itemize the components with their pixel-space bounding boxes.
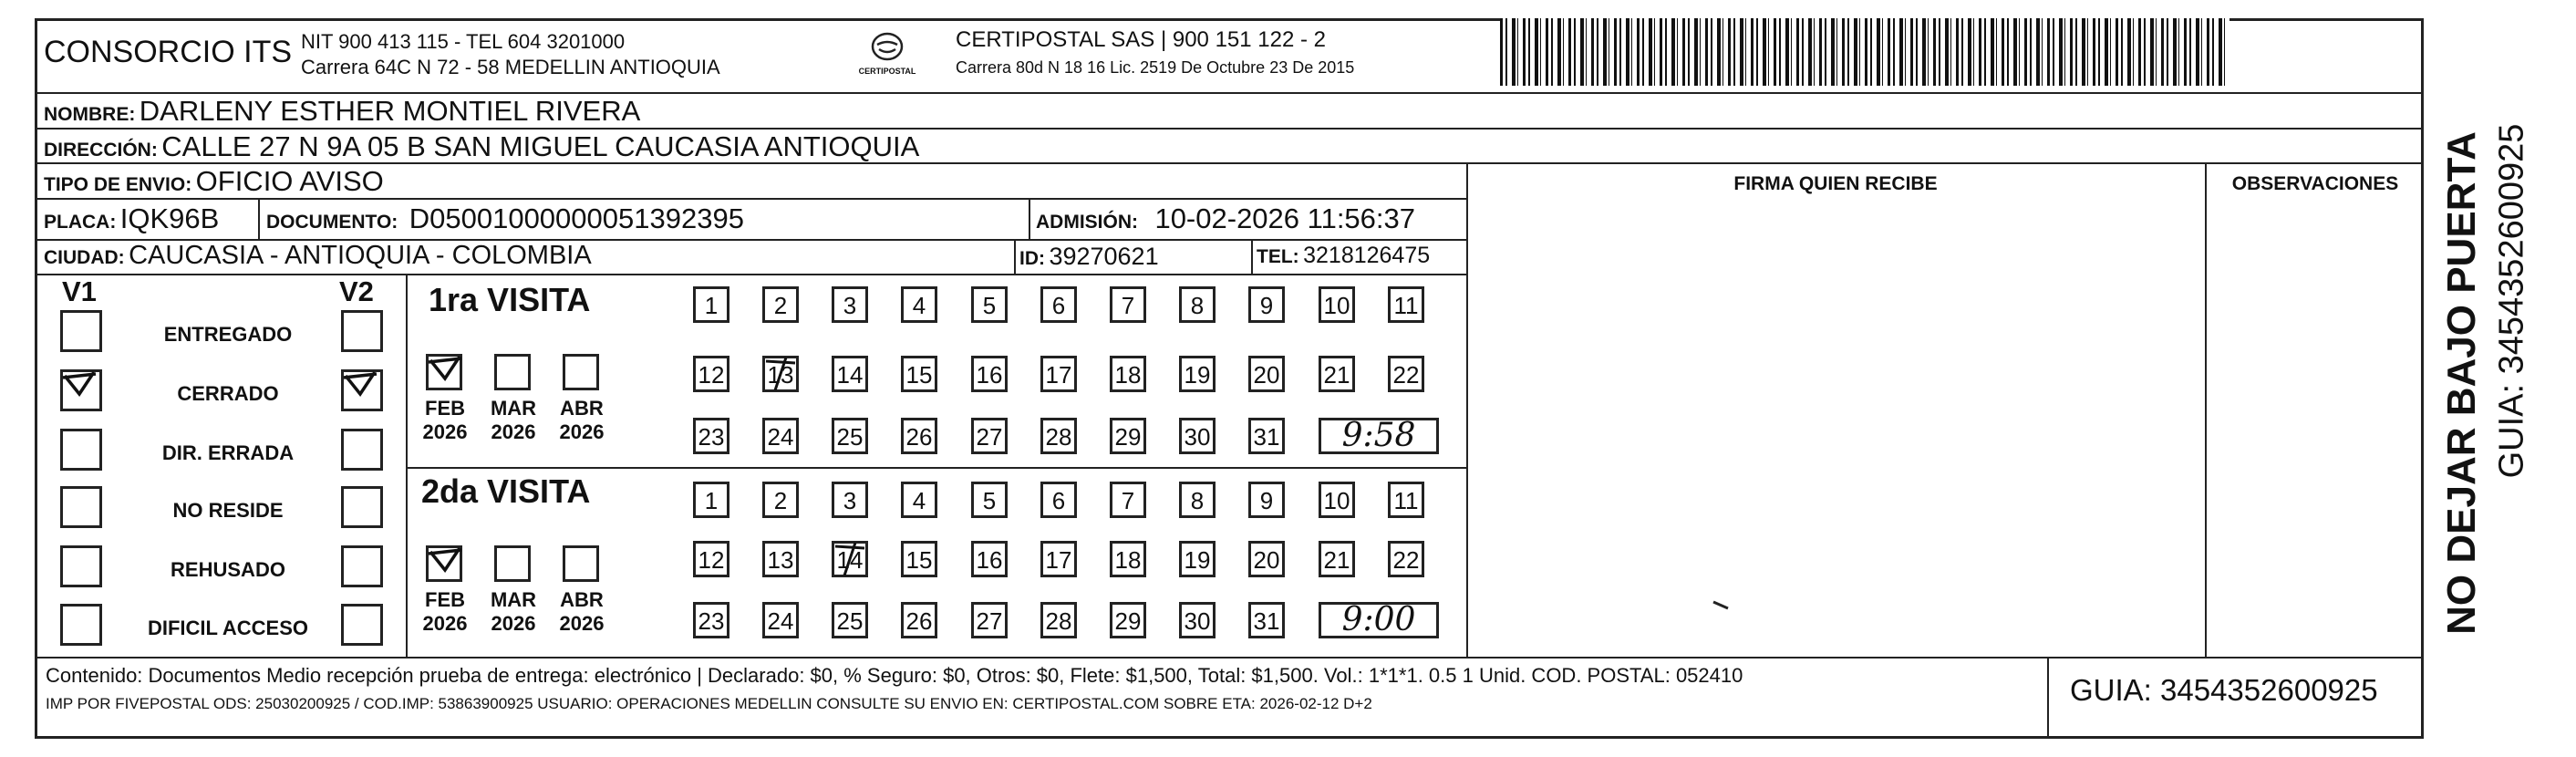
divider bbox=[1251, 239, 1253, 274]
no-dejar-bajo-puerta: NO DEJAR BAJO PUERTA bbox=[2439, 131, 2484, 635]
placa-cell bbox=[44, 202, 219, 235]
day-box[interactable]: 3 bbox=[832, 286, 868, 323]
day-box[interactable]: 9 bbox=[1248, 286, 1285, 323]
day-box[interactable]: 8 bbox=[1179, 286, 1216, 323]
company-nit-tel: NIT 900 413 115 - TEL 604 3201000 bbox=[301, 30, 626, 53]
day-box[interactable]: 22 bbox=[1388, 356, 1424, 392]
divider bbox=[406, 467, 1466, 469]
day-box[interactable]: 12 bbox=[693, 541, 729, 577]
month-label: FEB bbox=[425, 588, 465, 611]
day-box[interactable]: 22 bbox=[1388, 541, 1424, 577]
check-mark-icon bbox=[425, 351, 465, 391]
day-box[interactable]: 20 bbox=[1248, 356, 1285, 392]
day-box[interactable]: 19 bbox=[1179, 356, 1216, 392]
barcode bbox=[1500, 18, 2229, 86]
handwritten-time: 9:58 bbox=[1319, 418, 1439, 454]
status-label: CERRADO bbox=[177, 382, 279, 405]
nombre-label: NOMBRE: bbox=[44, 104, 136, 125]
month-label: ABR bbox=[560, 588, 604, 611]
id-value: 39270621 bbox=[1049, 243, 1159, 270]
v2-checkbox[interactable] bbox=[341, 545, 383, 587]
day-box[interactable]: 29 bbox=[1110, 602, 1146, 638]
day-box[interactable]: 17 bbox=[1040, 356, 1077, 392]
day-box[interactable]: 19 bbox=[1179, 541, 1216, 577]
strike-mark-icon bbox=[762, 356, 799, 392]
status-label: ENTREGADO bbox=[163, 323, 293, 346]
day-box[interactable]: 26 bbox=[901, 602, 937, 638]
handwritten-time: 9:00 bbox=[1319, 602, 1439, 638]
observaciones-header: OBSERVACIONES bbox=[2231, 173, 2399, 194]
day-box[interactable]: 27 bbox=[971, 602, 1008, 638]
day-box[interactable]: 4 bbox=[901, 482, 937, 518]
day-box[interactable]: 14 bbox=[832, 356, 868, 392]
direccion-value: CALLE 27 N 9A 05 B SAN MIGUEL CAUCASIA ANTIOQUIA bbox=[161, 130, 920, 162]
month-year: 2026 bbox=[422, 420, 468, 443]
direccion-row bbox=[44, 130, 919, 163]
day-box[interactable]: 28 bbox=[1040, 602, 1077, 638]
v2-checkbox[interactable] bbox=[341, 604, 383, 646]
footer-imp: IMP POR FIVEPOSTAL ODS: 25030200925 / COD.IMP: 53863900925 USUARIO: OPERACIONES MEDELLIN CONSULTE SU ENVIO EN: CERTIPOSTAL.COM SOBRE ETA: 2026-02-12 D+2 bbox=[46, 695, 1372, 712]
status-label: REHUSADO bbox=[171, 558, 285, 581]
strike-mark-icon bbox=[832, 541, 868, 577]
month-year: 2026 bbox=[559, 420, 605, 443]
certipostal-nit: CERTIPOSTAL SAS | 900 151 122 - 2 bbox=[956, 27, 1326, 52]
visit1-title: 1ra VISITA bbox=[429, 281, 591, 318]
certipostal-logo-icon bbox=[869, 31, 905, 64]
status-label: NO RESIDE bbox=[172, 499, 284, 522]
guia-box: GUIA: 3454352600925 bbox=[2070, 673, 2378, 707]
day-box[interactable]: 6 bbox=[1040, 482, 1077, 518]
day-box[interactable]: 12 bbox=[693, 356, 729, 392]
admision-label: ADMISIÓN: bbox=[1036, 212, 1138, 233]
status-label: DIR. ERRADA bbox=[161, 441, 295, 464]
stray-pen-mark bbox=[1712, 600, 1731, 611]
nombre-row bbox=[44, 95, 640, 128]
day-box[interactable]: 30 bbox=[1179, 418, 1216, 454]
status-label: DIFICIL ACCESO bbox=[147, 617, 308, 639]
day-box[interactable]: 2 bbox=[762, 286, 799, 323]
day-box[interactable]: 7 bbox=[1110, 286, 1146, 323]
v2-checkbox[interactable] bbox=[341, 310, 383, 352]
tel-label: TEL: bbox=[1257, 246, 1299, 267]
day-box[interactable]: 29 bbox=[1110, 418, 1146, 454]
ciudad-value: CAUCASIA - ANTIOQUIA - COLOMBIA bbox=[129, 241, 592, 270]
day-box[interactable]: 31 bbox=[1248, 602, 1285, 638]
day-box[interactable]: 25 bbox=[832, 602, 868, 638]
nombre-value: DARLENY ESTHER MONTIEL RIVERA bbox=[139, 95, 641, 127]
v2-checkbox[interactable] bbox=[341, 486, 383, 528]
divider bbox=[35, 657, 2424, 658]
month-checkbox[interactable] bbox=[563, 354, 599, 390]
day-box[interactable]: 8 bbox=[1179, 482, 1216, 518]
month-year: 2026 bbox=[491, 612, 536, 635]
firma-header: FIRMA QUIEN RECIBE bbox=[1733, 173, 1938, 194]
id-label: ID: bbox=[1019, 248, 1045, 269]
tipo-envio-label: TIPO DE ENVIO: bbox=[44, 174, 192, 195]
day-box[interactable]: 24 bbox=[762, 602, 799, 638]
day-box[interactable]: 18 bbox=[1110, 356, 1146, 392]
day-box[interactable]: 31 bbox=[1248, 418, 1285, 454]
day-box[interactable]: 16 bbox=[971, 541, 1008, 577]
month-label: MAR bbox=[490, 397, 537, 420]
company-name: CONSORCIO ITS bbox=[44, 35, 293, 69]
day-box[interactable]: 18 bbox=[1110, 541, 1146, 577]
day-box[interactable]: 7 bbox=[1110, 482, 1146, 518]
documento-value: D05001000000051392395 bbox=[409, 202, 744, 234]
day-box[interactable]: 25 bbox=[832, 418, 868, 454]
month-year: 2026 bbox=[491, 420, 536, 443]
logo-text: CERTIPOSTAL bbox=[858, 67, 916, 76]
id-cell bbox=[1019, 243, 1159, 271]
day-box[interactable]: 15 bbox=[901, 356, 937, 392]
day-box[interactable]: 9 bbox=[1248, 482, 1285, 518]
month-label: FEB bbox=[425, 397, 465, 420]
day-box[interactable]: 16 bbox=[971, 356, 1008, 392]
day-box[interactable]: 27 bbox=[971, 418, 1008, 454]
day-box[interactable]: 10 bbox=[1319, 482, 1355, 518]
day-box[interactable]: 21 bbox=[1319, 541, 1355, 577]
divider bbox=[35, 128, 2424, 130]
day-box[interactable]: 6 bbox=[1040, 286, 1077, 323]
admision-value: 10-02-2026 11:56:37 bbox=[1154, 202, 1416, 234]
day-box[interactable]: 15 bbox=[901, 541, 937, 577]
side-guia: GUIA: 3454352600925 bbox=[2492, 123, 2531, 479]
tipo-envio-row bbox=[44, 165, 384, 198]
divider bbox=[35, 198, 1466, 200]
v1-header: V1 bbox=[62, 275, 97, 307]
day-box[interactable]: 5 bbox=[971, 482, 1008, 518]
day-box[interactable]: 26 bbox=[901, 418, 937, 454]
day-box[interactable]: 2 bbox=[762, 482, 799, 518]
certipostal-logo bbox=[837, 31, 937, 76]
day-box[interactable]: 1 bbox=[693, 482, 729, 518]
month-label: ABR bbox=[560, 397, 604, 420]
documento-cell bbox=[266, 202, 744, 235]
day-box[interactable]: 23 bbox=[693, 418, 729, 454]
divider bbox=[2205, 162, 2207, 657]
tipo-envio-value: OFICIO AVISO bbox=[195, 165, 384, 197]
month-year: 2026 bbox=[422, 612, 468, 635]
day-box[interactable]: 20 bbox=[1248, 541, 1285, 577]
month-checkbox[interactable] bbox=[494, 354, 531, 390]
ciudad-cell bbox=[44, 241, 592, 271]
placa-label: PLACA: bbox=[44, 212, 117, 233]
day-box[interactable]: 13 bbox=[762, 356, 799, 392]
visit2-title: 2da VISITA bbox=[421, 472, 591, 510]
divider bbox=[35, 92, 2424, 94]
month-checkbox[interactable] bbox=[563, 545, 599, 582]
month-checkbox[interactable] bbox=[426, 354, 462, 390]
day-box[interactable]: 13 bbox=[762, 541, 799, 577]
day-box[interactable]: 5 bbox=[971, 286, 1008, 323]
direccion-label: DIRECCIÓN: bbox=[44, 140, 158, 161]
divider bbox=[258, 198, 260, 239]
day-box[interactable]: 24 bbox=[762, 418, 799, 454]
placa-value: IQK96B bbox=[119, 202, 220, 234]
footer-contenido: Contenido: Documentos Medio recepción prueba de entrega: electrónico | Declarado: $0, % Seguro: $0, Otros: $0, Flete: $1,500, Total: $1,500. Vol.: 1*1*1. 0.5 1 Unid. COD. POSTAL: 052410 bbox=[46, 664, 1743, 687]
day-box[interactable]: 11 bbox=[1388, 286, 1424, 323]
day-box[interactable]: 17 bbox=[1040, 541, 1077, 577]
check-mark-icon bbox=[340, 367, 380, 407]
ciudad-label: CIUDAD: bbox=[44, 247, 125, 268]
certipostal-address: Carrera 80d N 18 16 Lic. 2519 De Octubre 23 De 2015 bbox=[956, 58, 1355, 77]
check-mark-icon bbox=[425, 543, 465, 583]
divider bbox=[2047, 657, 2049, 739]
month-label: MAR bbox=[490, 588, 537, 611]
day-box[interactable]: 3 bbox=[832, 482, 868, 518]
day-box[interactable]: 28 bbox=[1040, 418, 1077, 454]
divider bbox=[1029, 198, 1030, 239]
day-box[interactable]: 30 bbox=[1179, 602, 1216, 638]
month-checkbox[interactable] bbox=[426, 545, 462, 582]
month-checkbox[interactable] bbox=[494, 545, 531, 582]
day-box[interactable]: 14 bbox=[832, 541, 868, 577]
v2-checkbox[interactable] bbox=[341, 429, 383, 471]
divider bbox=[35, 274, 1466, 275]
admision-cell bbox=[1036, 202, 1415, 235]
tel-cell bbox=[1257, 243, 1430, 269]
v2-header: V2 bbox=[339, 275, 374, 307]
day-box[interactable]: 11 bbox=[1388, 482, 1424, 518]
day-box[interactable]: 4 bbox=[901, 286, 937, 323]
divider bbox=[1466, 162, 1468, 657]
company-address: Carrera 64C N 72 - 58 MEDELLIN ANTIOQUIA bbox=[301, 56, 720, 78]
tel-value: 3218126475 bbox=[1303, 243, 1431, 268]
day-box[interactable]: 21 bbox=[1319, 356, 1355, 392]
day-box[interactable]: 1 bbox=[693, 286, 729, 323]
documento-label: DOCUMENTO: bbox=[266, 212, 398, 233]
day-box[interactable]: 23 bbox=[693, 602, 729, 638]
day-box[interactable]: 10 bbox=[1319, 286, 1355, 323]
check-mark-icon bbox=[59, 367, 99, 407]
divider bbox=[406, 274, 408, 657]
v2-checkbox[interactable] bbox=[341, 369, 383, 411]
month-year: 2026 bbox=[559, 612, 605, 635]
divider bbox=[1014, 239, 1016, 274]
